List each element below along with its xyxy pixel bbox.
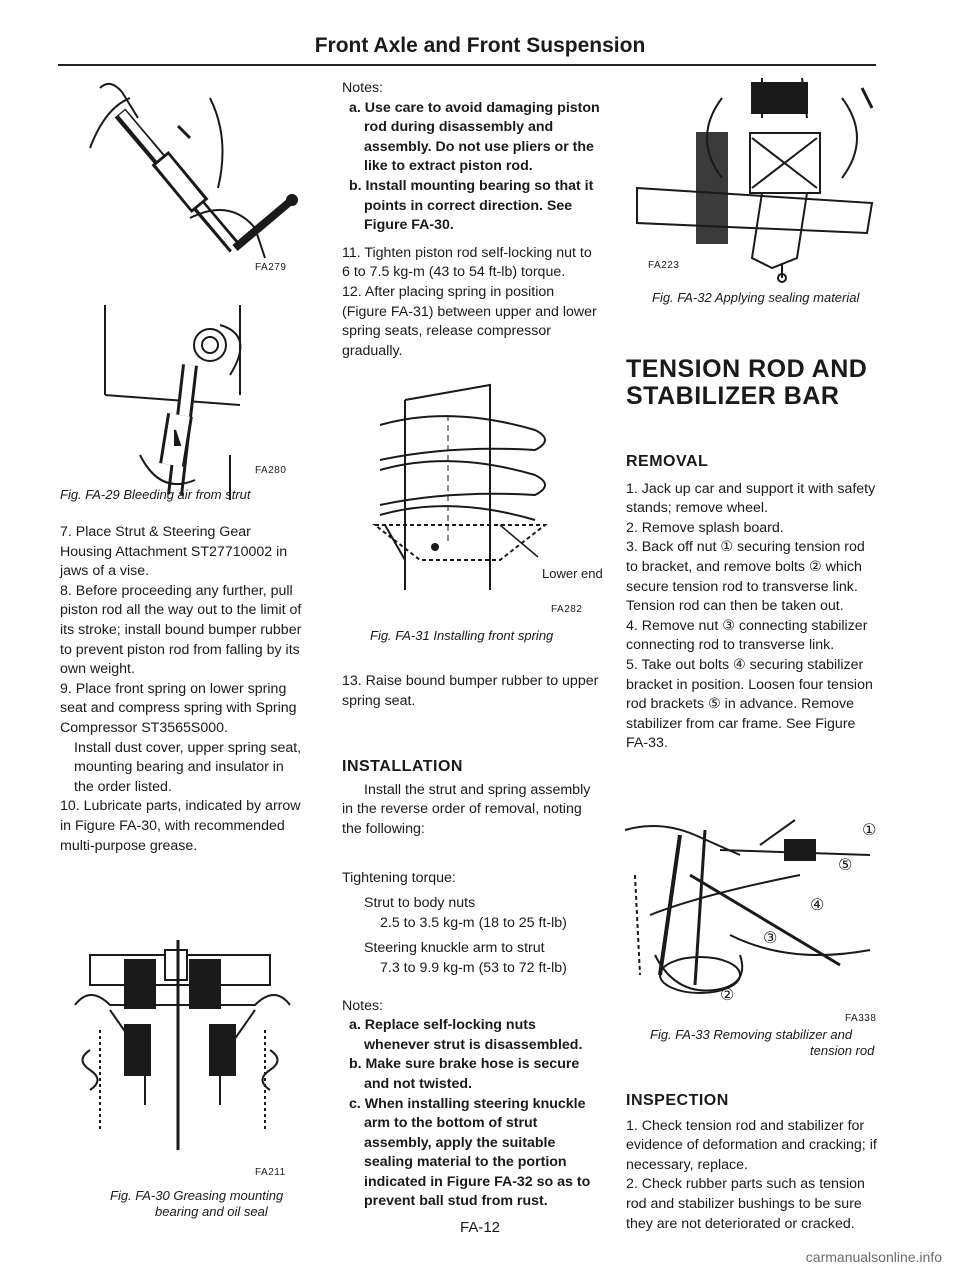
torque-heading: Tightening torque: (342, 869, 456, 886)
callout-4: ④ (810, 897, 825, 914)
callout-2: ② (720, 987, 735, 1004)
torque-strut-value: 2.5 to 3.5 kg-m (18 to 25 ft-lb) (380, 914, 567, 931)
figure-caption-fa33-line1: Fig. FA-33 Removing stabilizer and (650, 1027, 853, 1042)
inspection-heading: INSPECTION (626, 1092, 729, 1109)
figure-fa338-illustration (620, 815, 880, 1015)
section-title-line2: STABILIZER BAR (626, 382, 840, 410)
figure-code-fa282: FA282 (551, 604, 583, 615)
removal-heading: REMOVAL (626, 453, 709, 470)
notes2-title: Notes: (342, 997, 384, 1014)
torque-knuckle-label: Steering knuckle arm to strut (364, 940, 545, 957)
figure-code-fa279: FA279 (255, 262, 287, 273)
figure-caption-fa30-line2: bearing and oil seal (155, 1204, 268, 1219)
step-7: 7. Place Strut & Steering Gear Housing Attachment ST27710002 in jaws of a vise. (60, 524, 288, 580)
removal-step-2: 2. Remove splash board. (626, 519, 784, 536)
installation-text: Install the strut and spring assembly in the reverse order of removal, noting the following: (342, 781, 591, 837)
step-9: 9. Place front spring on lower spring seat and compress spring with Spring Compressor ST3565S000. (60, 680, 297, 736)
left-text-column (60, 523, 305, 856)
note2-a: a. Replace self-locking nuts whenever strut is disassembled. (349, 1017, 583, 1053)
figure-fa211-illustration (70, 930, 295, 1150)
middle-notes-block (342, 79, 600, 361)
inspection-step-2: 2. Check rubber parts such as tension rod and stabilizer bushings to be sure they are not deteriorated or cracked. (626, 1176, 865, 1232)
notes-title: Notes: (342, 80, 384, 96)
inspection-step-1: 1. Check tension rod and stabilizer for evidence of deformation and cracking; if necessary, replace. (626, 1117, 877, 1173)
torque-knuckle-value: 7.3 to 9.9 kg-m (53 to 72 ft-lb) (380, 959, 567, 976)
note2-b: b. Make sure brake hose is secure and not twisted. (349, 1056, 580, 1092)
figure-code-fa211: FA211 (255, 1167, 286, 1178)
figure-caption-fa32: Fig. FA-32 Applying sealing material (652, 290, 860, 305)
removal-step-1: 1. Jack up car and support it with safety stands; remove wheel. (626, 480, 876, 517)
step-9-continued: Install dust cover, upper spring seat, mounting bearing and insulator in the order listed. (74, 739, 302, 795)
step-8: 8. Before proceeding any further, pull piston rod all the way out to the limit of its stroke; install bound bumper rubber to prevent piston rod from falling by its own weight. (60, 582, 302, 678)
section-title-line1: TENSION ROD AND (626, 355, 868, 383)
installation-heading: INSTALLATION (342, 758, 463, 776)
torque-strut-label: Strut to body nuts (364, 895, 476, 912)
figure-caption-fa30-line1: Fig. FA-30 Greasing mounting (110, 1188, 284, 1203)
step-13: 13. Raise bound bumper rubber to upper spring seat. (342, 673, 599, 709)
middle-install-block (342, 672, 600, 1212)
note2-c: c. When installing steering knuckle arm to the bottom of strut assembly, apply the suitable sealing material to the portion indicated in Figure FA-32 so as to prevent ball stud from rust. (349, 1095, 591, 1210)
label-lower-end: Lower end (542, 566, 603, 581)
figure-caption-fa31: Fig. FA-31 Installing front spring (370, 628, 554, 643)
figure-fa223-illustration (632, 78, 882, 278)
figure-code-fa280: FA280 (255, 465, 287, 476)
page-header-title: Front Axle and Front Suspension (314, 34, 646, 57)
figure-caption-fa33-line2: tension rod (810, 1043, 875, 1058)
figure-fa280-illustration (80, 305, 280, 500)
removal-step-4: 4. Remove nut ③ connecting stabilizer connecting rod to transverse link. (626, 617, 868, 654)
figure-code-fa223: FA223 (648, 260, 680, 271)
figure-code-fa338: FA338 (845, 1013, 877, 1024)
page-number: FA-12 (459, 1219, 501, 1236)
step-10: 10. Lubricate parts, indicated by arrow in Figure FA-30, with recommended multi-purpose grease. (60, 798, 301, 854)
removal-step-5: 5. Take out bolts ④ securing stabilizer bracket in position. Loosen four tension rod brackets ⑤ in advance. Remove stabilizer from car frame. See Figure FA-33. (626, 656, 873, 752)
note-b: b. Install mounting bearing so that it points in correct direction. See Figure FA-30. (349, 177, 594, 234)
callout-1: ① (862, 822, 877, 839)
step-11: 11. Tighten piston rod self-locking nut to 6 to 7.5 kg-m (43 to 54 ft-lb) torque. (342, 244, 592, 281)
figure-fa282-illustration (360, 385, 570, 595)
right-inspection-block (626, 1091, 878, 1234)
figure-fa279-illustration (60, 78, 300, 278)
step-12: 12. After placing spring in position (Figure FA-31) between upper and lower spring seats, release compressor gradually. (342, 283, 597, 359)
note-a: a. Use care to avoid damaging piston rod during disassembly and assembly. Do not use pliers or the like to extract piston rod. (349, 99, 600, 175)
watermark: carmanualsonline.info (805, 1249, 942, 1265)
right-removal-block (626, 452, 878, 754)
callout-5: ⑤ (838, 857, 853, 874)
callout-3: ③ (763, 930, 778, 947)
figure-caption-fa29: Fig. FA-29 Bleeding air from strut (60, 487, 251, 502)
removal-step-3: 3. Back off nut ① securing tension rod to bracket, and remove bolts ② which secure tension rod to transverse link. Tension rod can then be taken out. (626, 539, 865, 615)
header-rule (58, 64, 876, 66)
